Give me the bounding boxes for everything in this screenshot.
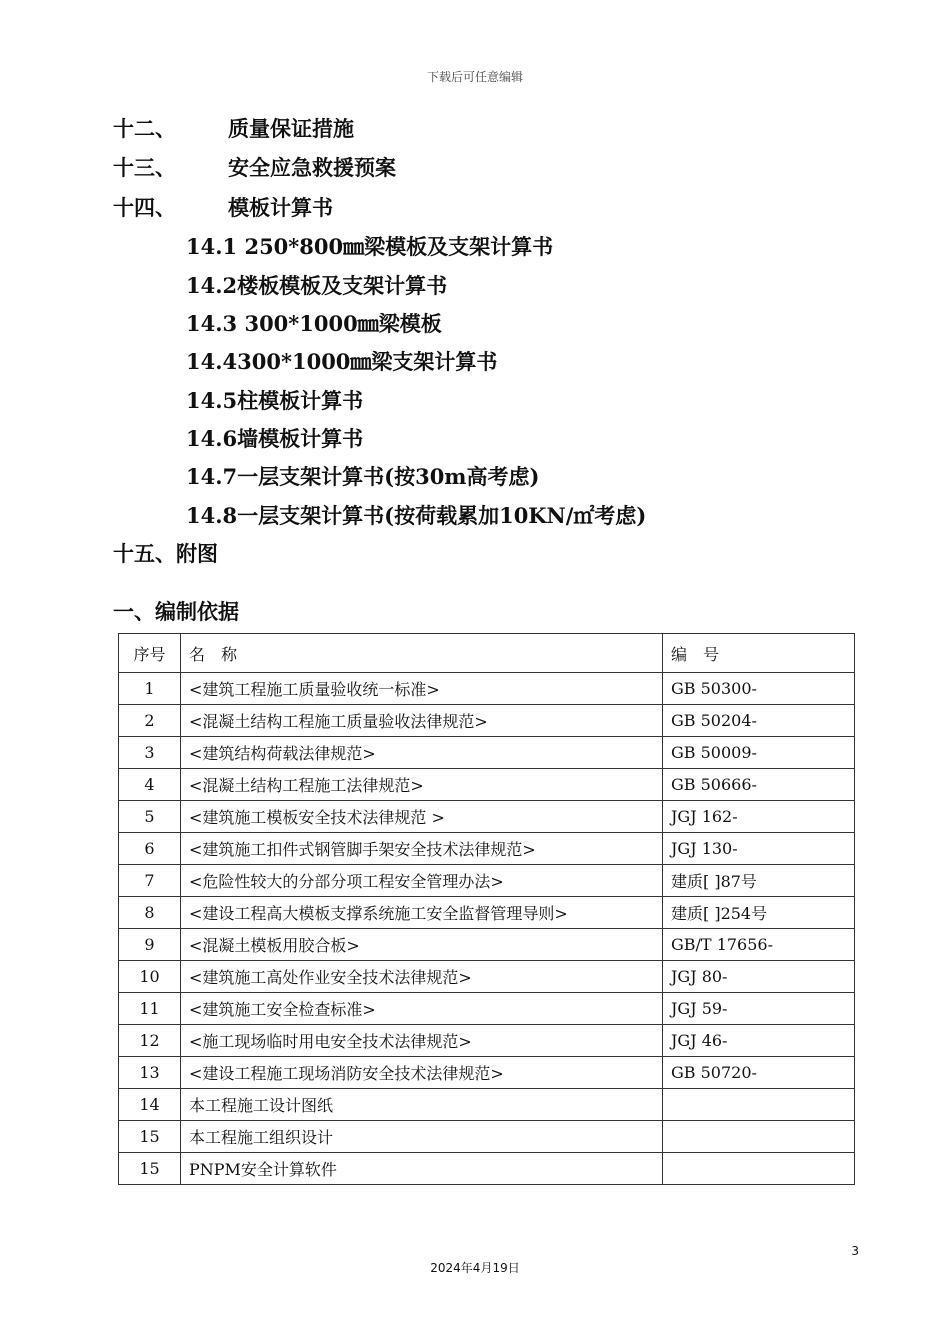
row-name: 本工程施工设计图纸 xyxy=(181,1089,663,1121)
row-name: <建设工程施工现场消防安全技术法律规范> xyxy=(181,1057,663,1089)
table-row xyxy=(119,833,855,865)
row-code: JGJ 162- xyxy=(663,801,855,833)
row-number: 1 xyxy=(119,673,181,705)
toc-item xyxy=(113,152,396,182)
row-name: PNPM安全计算软件 xyxy=(181,1153,663,1185)
toc-subitem: 14.7一层支架计算书(按30m高考虑) xyxy=(186,464,540,489)
row-number: 4 xyxy=(119,769,181,801)
toc-number: 十三、 xyxy=(113,155,176,180)
row-name: <混凝土模板用胶合板> xyxy=(181,929,663,961)
row-name: <混凝土结构工程施工质量验收法律规范> xyxy=(181,705,663,737)
table-row xyxy=(119,1025,855,1057)
table-row xyxy=(119,801,855,833)
toc-title: 质量保证措施 xyxy=(228,116,354,141)
row-number: 13 xyxy=(119,1057,181,1089)
table-row xyxy=(119,737,855,769)
table-row xyxy=(119,929,855,961)
row-name: 本工程施工组织设计 xyxy=(181,1121,663,1153)
row-number: 5 xyxy=(119,801,181,833)
table-row xyxy=(119,1153,855,1185)
row-name: <建筑施工扣件式钢管脚手架安全技术法律规范> xyxy=(181,833,663,865)
row-name: <建筑工程施工质量验收统一标准> xyxy=(181,673,663,705)
row-code: GB 50009- xyxy=(663,737,855,769)
row-number: 8 xyxy=(119,897,181,929)
row-code xyxy=(663,1121,855,1153)
toc-subitem: 14.3 300*1000㎜梁模板 xyxy=(186,311,442,336)
row-code: JGJ 46- xyxy=(663,1025,855,1057)
table-row xyxy=(119,1121,855,1153)
row-number: 10 xyxy=(119,961,181,993)
toc-item xyxy=(113,113,354,143)
row-number: 15 xyxy=(119,1121,181,1153)
row-number: 9 xyxy=(119,929,181,961)
row-number: 12 xyxy=(119,1025,181,1057)
header-name: 名 称 xyxy=(181,634,663,673)
table-row xyxy=(119,705,855,737)
row-code: GB 50204- xyxy=(663,705,855,737)
table-row xyxy=(119,993,855,1025)
table-row xyxy=(119,673,855,705)
toc-title: 安全应急救援预案 xyxy=(228,155,396,180)
row-name: <建设工程高大模板支撑系统施工安全监督管理导则> xyxy=(181,897,663,929)
table-row xyxy=(119,1057,855,1089)
table-header-row xyxy=(119,634,855,673)
toc-item xyxy=(113,192,333,222)
section-title: 一、编制依据 xyxy=(113,599,239,624)
row-code: GB 50300- xyxy=(663,673,855,705)
table-row xyxy=(119,897,855,929)
row-name: <混凝土结构工程施工法律规范> xyxy=(181,769,663,801)
row-code: GB/T 17656- xyxy=(663,929,855,961)
toc-number: 十四、 xyxy=(113,195,176,220)
row-number: 7 xyxy=(119,865,181,897)
table-row xyxy=(119,865,855,897)
row-number: 3 xyxy=(119,737,181,769)
row-code: JGJ 59- xyxy=(663,993,855,1025)
header-number: 序号 xyxy=(119,634,181,673)
row-number: 2 xyxy=(119,705,181,737)
table-row xyxy=(119,961,855,993)
row-code xyxy=(663,1153,855,1185)
toc-subitem: 14.5柱模板计算书 xyxy=(186,388,364,413)
header-code: 编 号 xyxy=(663,634,855,673)
toc-subitem: 14.6墙模板计算书 xyxy=(186,426,364,451)
toc-appendix: 十五、附图 xyxy=(113,541,218,566)
toc-title: 模板计算书 xyxy=(228,195,333,220)
row-code: 建质[ ]254号 xyxy=(663,897,855,929)
reference-table xyxy=(118,633,855,1185)
row-code: JGJ 80- xyxy=(663,961,855,993)
row-name: <建筑施工高处作业安全技术法律规范> xyxy=(181,961,663,993)
toc-subitem: 14.1 250*800㎜梁模板及支架计算书 xyxy=(186,234,554,259)
row-code: 建质[ ]87号 xyxy=(663,865,855,897)
row-number: 15 xyxy=(119,1153,181,1185)
row-code: GB 50666- xyxy=(663,769,855,801)
row-code xyxy=(663,1089,855,1121)
row-code: JGJ 130- xyxy=(663,833,855,865)
toc-subitem: 14.4300*1000㎜梁支架计算书 xyxy=(186,349,498,374)
toc-subitem: 14.2楼板模板及支架计算书 xyxy=(186,273,448,298)
row-number: 14 xyxy=(119,1089,181,1121)
row-name: <建筑施工安全检查标准> xyxy=(181,993,663,1025)
row-number: 11 xyxy=(119,993,181,1025)
row-name: <施工现场临时用电安全技术法律规范> xyxy=(181,1025,663,1057)
toc-subitem: 14.8一层支架计算书(按荷载累加10KN/㎡考虑) xyxy=(186,503,647,528)
page-footer-date: 2024年4月19日 xyxy=(430,1261,520,1275)
row-name: <建筑施工模板安全技术法律规范 > xyxy=(181,801,663,833)
page-header: 下载后可任意编辑 xyxy=(426,70,523,84)
page-number: 3 xyxy=(851,1244,859,1258)
row-number: 6 xyxy=(119,833,181,865)
row-name: <建筑结构荷载法律规范> xyxy=(181,737,663,769)
toc-number: 十二、 xyxy=(113,116,176,141)
table-row xyxy=(119,769,855,801)
row-code: GB 50720- xyxy=(663,1057,855,1089)
row-name: <危险性较大的分部分项工程安全管理办法> xyxy=(181,865,663,897)
table-row xyxy=(119,1089,855,1121)
